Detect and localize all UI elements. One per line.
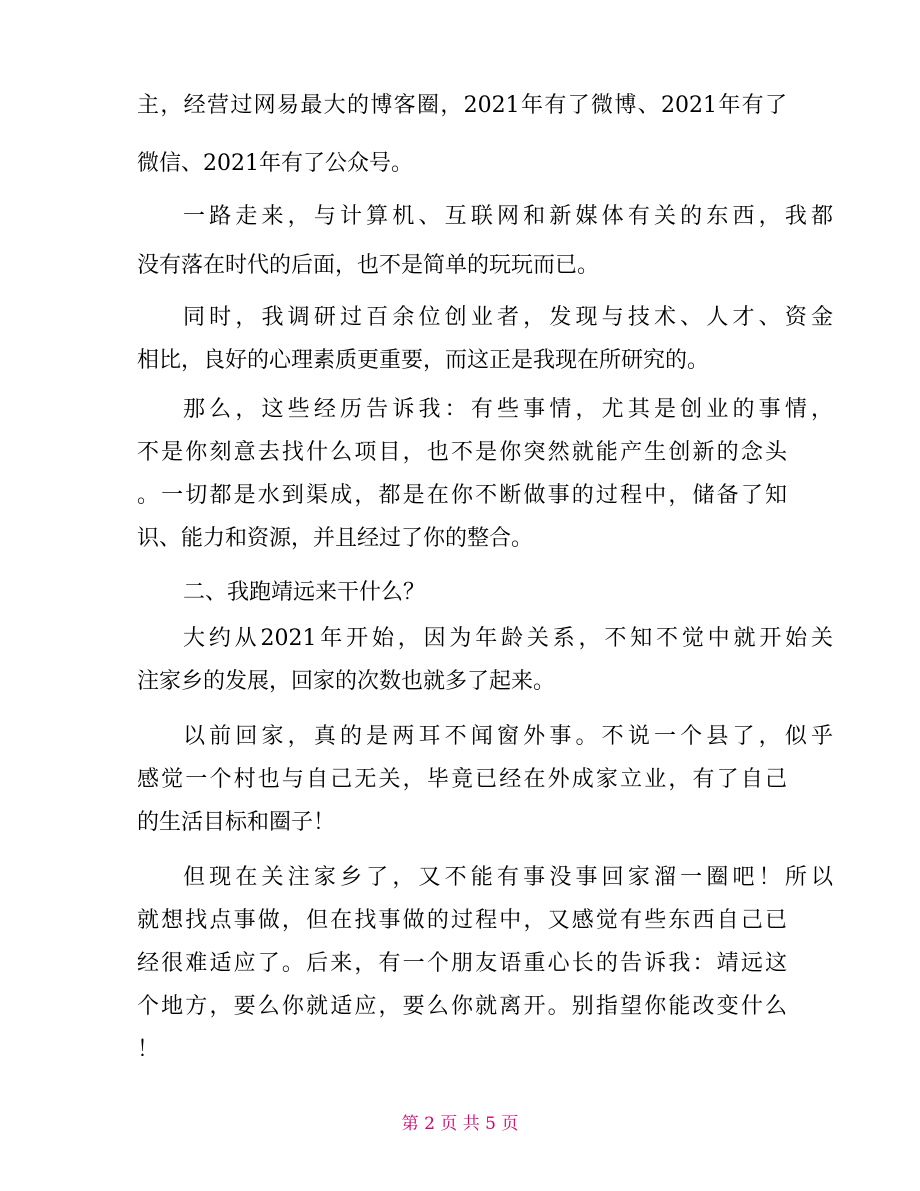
text-line: 注家乡的发展，回家的次数也就多了起来。 [137,669,556,694]
text-line: 主，经营过网易最大的博客圈，2021年有了微博、2021年有了 [137,93,787,118]
text-line: 个地方，要么你就适应，要么你就离开。别指望你能改变什么 [137,994,787,1019]
text-line: 经很难适应了。后来，有一个朋友语重心长的告诉我：靖远这 [137,951,787,976]
text-line: 没有落在时代的后面，也不是简单的玩玩而已。 [137,253,600,278]
text-line: 一路走来，与计算机、互联网和新媒体有关的东西，我都 [183,204,833,229]
text-line: 同时，我调研过百余位创业者，发现与技术、人才、资金 [183,305,833,330]
text-line: 不是你刻意去找什么项目，也不是你突然就能产生创新的念头 [137,440,787,465]
page-footer: 第 2 页 共 5 页 [401,1114,519,1134]
text-line: 以前回家，真的是两耳不闻窗外事。不说一个县了，似乎 [183,724,833,749]
text-line: 的生活目标和圈子！ [137,810,336,835]
text-line: 感觉一个村也与自己无关，毕竟已经在外成家立业，有了自己 [137,767,787,792]
text-line: 就想找点事做，但在找事做的过程中，又感觉有些东西自己已 [137,908,787,933]
text-line: ！ [137,1037,160,1062]
text-line: 相比，良好的心理素质更重要，而这正是我现在所研究的。 [137,348,710,373]
text-line: 大约从2021年开始，因为年龄关系，不知不觉中就开始关 [183,626,833,651]
document-body [137,93,833,1100]
text-line: 微信、2021年有了公众号。 [137,151,413,176]
text-line: 识、能力和资源，并且经过了你的整合。 [137,526,534,551]
text-line: 。一切都是水到渠成，都是在你不断做事的过程中，储备了知 [137,483,787,508]
text-line: 那么，这些经历告诉我：有些事情，尤其是创业的事情， [183,397,833,422]
text-line: 二、我跑靖远来干什么？ [183,580,426,605]
text-line: 但现在关注家乡了，又不能有事没事回家溜一圈吧！所以 [183,865,833,890]
